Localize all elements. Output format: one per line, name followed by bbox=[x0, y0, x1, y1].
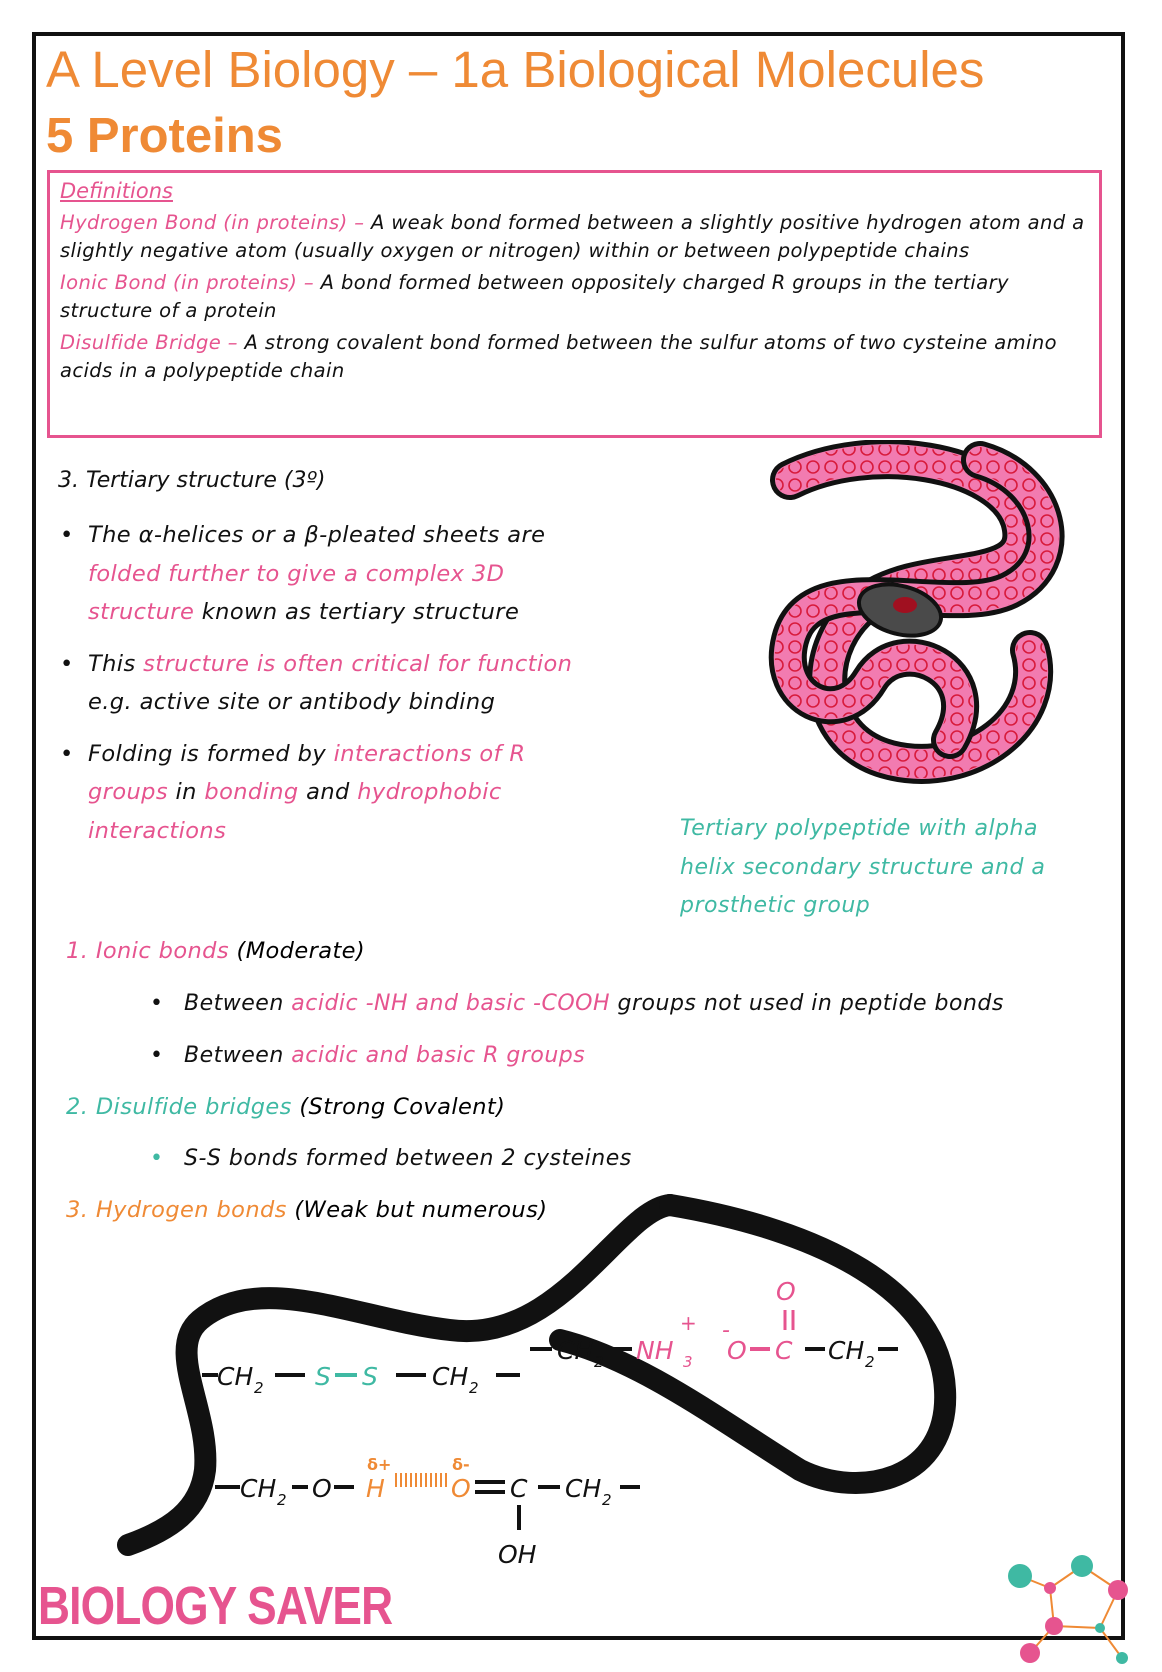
subscript: 2 bbox=[277, 1491, 287, 1509]
illustration-caption: Tertiary polypeptide with alpha helix secondary structure and a prosthetic group bbox=[680, 816, 1046, 918]
point-text: Between bbox=[184, 991, 292, 1016]
page-title: A Level Biology – 1a Biological Molecules bbox=[46, 41, 985, 98]
section-title: 1. Ionic bonds bbox=[66, 938, 229, 964]
section-note: (Strong Covalent) bbox=[291, 1094, 506, 1120]
oxygen-atom: O bbox=[776, 1277, 796, 1306]
bullet-highlight: interactions of R groups bbox=[88, 740, 526, 805]
bullet-text: The α-helices or a β-pleated sheets are bbox=[88, 522, 546, 548]
definition-text: A bond formed between oppositely charged R groups in the tertiary structure of a protein bbox=[60, 271, 1009, 322]
definition-ionic-bond bbox=[60, 269, 1089, 325]
section-title: 2. Disulfide bridges bbox=[66, 1094, 292, 1120]
bullet-highlight: structure is often critical for function bbox=[143, 650, 573, 677]
disulfide-bridges-point: • S-S bonds formed between 2 cysteines bbox=[184, 1146, 632, 1171]
oxygen-atom: O bbox=[451, 1474, 471, 1503]
list-item bbox=[60, 645, 580, 722]
ch2-group: CH bbox=[432, 1362, 469, 1391]
positive-charge: + bbox=[680, 1311, 697, 1335]
ionic-bonds-heading bbox=[66, 938, 365, 964]
bullet-text: This bbox=[88, 650, 144, 677]
page-subtitle: 5 Proteins bbox=[46, 109, 283, 163]
definition-text: A weak bond formed between a slightly positive hydrogen atom and a slightly negative atom (usually oxygen or nitrogen) within or between polypeptide chains bbox=[60, 211, 1085, 262]
definition-term: Hydrogen Bond (in proteins) – bbox=[60, 211, 365, 234]
point-text: Between bbox=[184, 1043, 292, 1068]
negative-charge: - bbox=[722, 1318, 730, 1343]
definitions-heading: Definitions bbox=[60, 179, 173, 203]
subscript: 2 bbox=[602, 1491, 612, 1509]
ch2-group: CH bbox=[240, 1474, 277, 1503]
point-text: groups not used in peptide bonds bbox=[610, 991, 1004, 1016]
biology-saver-logo: BIOLOGY SAVER bbox=[38, 1576, 393, 1636]
delta-negative: δ- bbox=[452, 1455, 470, 1474]
section-title: 3. Hydrogen bonds bbox=[66, 1197, 287, 1223]
tertiary-heading: 3. Tertiary structure (3º) bbox=[58, 468, 326, 493]
ch2-group: CH bbox=[217, 1362, 254, 1391]
ch2-group: CH bbox=[565, 1474, 602, 1503]
definition-text: A strong covalent bond formed between the sulfur atoms of two cysteine amino acids in a polypeptide chain bbox=[60, 331, 1057, 382]
carbon-atom: C bbox=[510, 1474, 528, 1503]
list-item bbox=[60, 516, 580, 632]
definition-term: Disulfide Bridge – bbox=[60, 331, 238, 354]
bullet-text: known as tertiary structure bbox=[194, 599, 520, 625]
definition-term: Ionic Bond (in proteins) – bbox=[60, 271, 315, 294]
bullet-text: e.g. active site or antibody binding bbox=[88, 689, 496, 715]
subscript: 2 bbox=[594, 1353, 604, 1371]
oxygen-atom: O bbox=[727, 1336, 747, 1365]
molecule-decoration-icon bbox=[990, 1548, 1140, 1668]
bullet-text: in bbox=[167, 779, 205, 805]
amino-group: NH bbox=[636, 1336, 674, 1365]
carbon-atom: C bbox=[775, 1336, 793, 1365]
definition-disulfide-bridge bbox=[60, 329, 1089, 385]
section-note: (Moderate) bbox=[228, 938, 366, 964]
bullet-highlight: hydrophobic interactions bbox=[88, 779, 502, 844]
hydrogen-atom: H bbox=[366, 1474, 385, 1503]
ch2-group: CH bbox=[557, 1336, 594, 1365]
subscript: 2 bbox=[865, 1353, 875, 1371]
ionic-bonds-point-1 bbox=[184, 991, 1004, 1016]
section-note: (Weak but numerous) bbox=[286, 1197, 548, 1223]
tertiary-bullet-list bbox=[60, 516, 580, 863]
definitions-box bbox=[47, 170, 1102, 438]
point-highlight: acidic -NH and basic -COOH bbox=[291, 991, 611, 1016]
sulfur-atom: S bbox=[315, 1362, 331, 1391]
ch2-group: CH bbox=[828, 1336, 865, 1365]
sulfur-atom: S bbox=[362, 1362, 378, 1391]
bullet-highlight: folded further to give a complex 3D structure bbox=[88, 560, 505, 625]
hydrogen-bonds-heading bbox=[66, 1197, 547, 1223]
subscript: 2 bbox=[254, 1379, 264, 1397]
ionic-bonds-point-2 bbox=[184, 1043, 585, 1068]
subscript: 2 bbox=[469, 1379, 479, 1397]
hydroxyl-group: OH bbox=[498, 1540, 537, 1569]
bullet-text: Folding is formed by bbox=[88, 740, 334, 767]
point-highlight: acidic and basic R groups bbox=[291, 1043, 586, 1068]
definition-hydrogen-bond bbox=[60, 209, 1089, 265]
bullet-highlight: bonding bbox=[204, 779, 299, 805]
disulfide-bridges-heading bbox=[66, 1094, 505, 1120]
subscript: 3 bbox=[683, 1353, 693, 1371]
list-item bbox=[60, 735, 580, 851]
tertiary-protein-illustration bbox=[750, 440, 1080, 800]
oxygen-atom: O bbox=[312, 1474, 332, 1503]
bullet-text: and bbox=[298, 779, 358, 805]
delta-positive: δ+ bbox=[367, 1455, 392, 1474]
